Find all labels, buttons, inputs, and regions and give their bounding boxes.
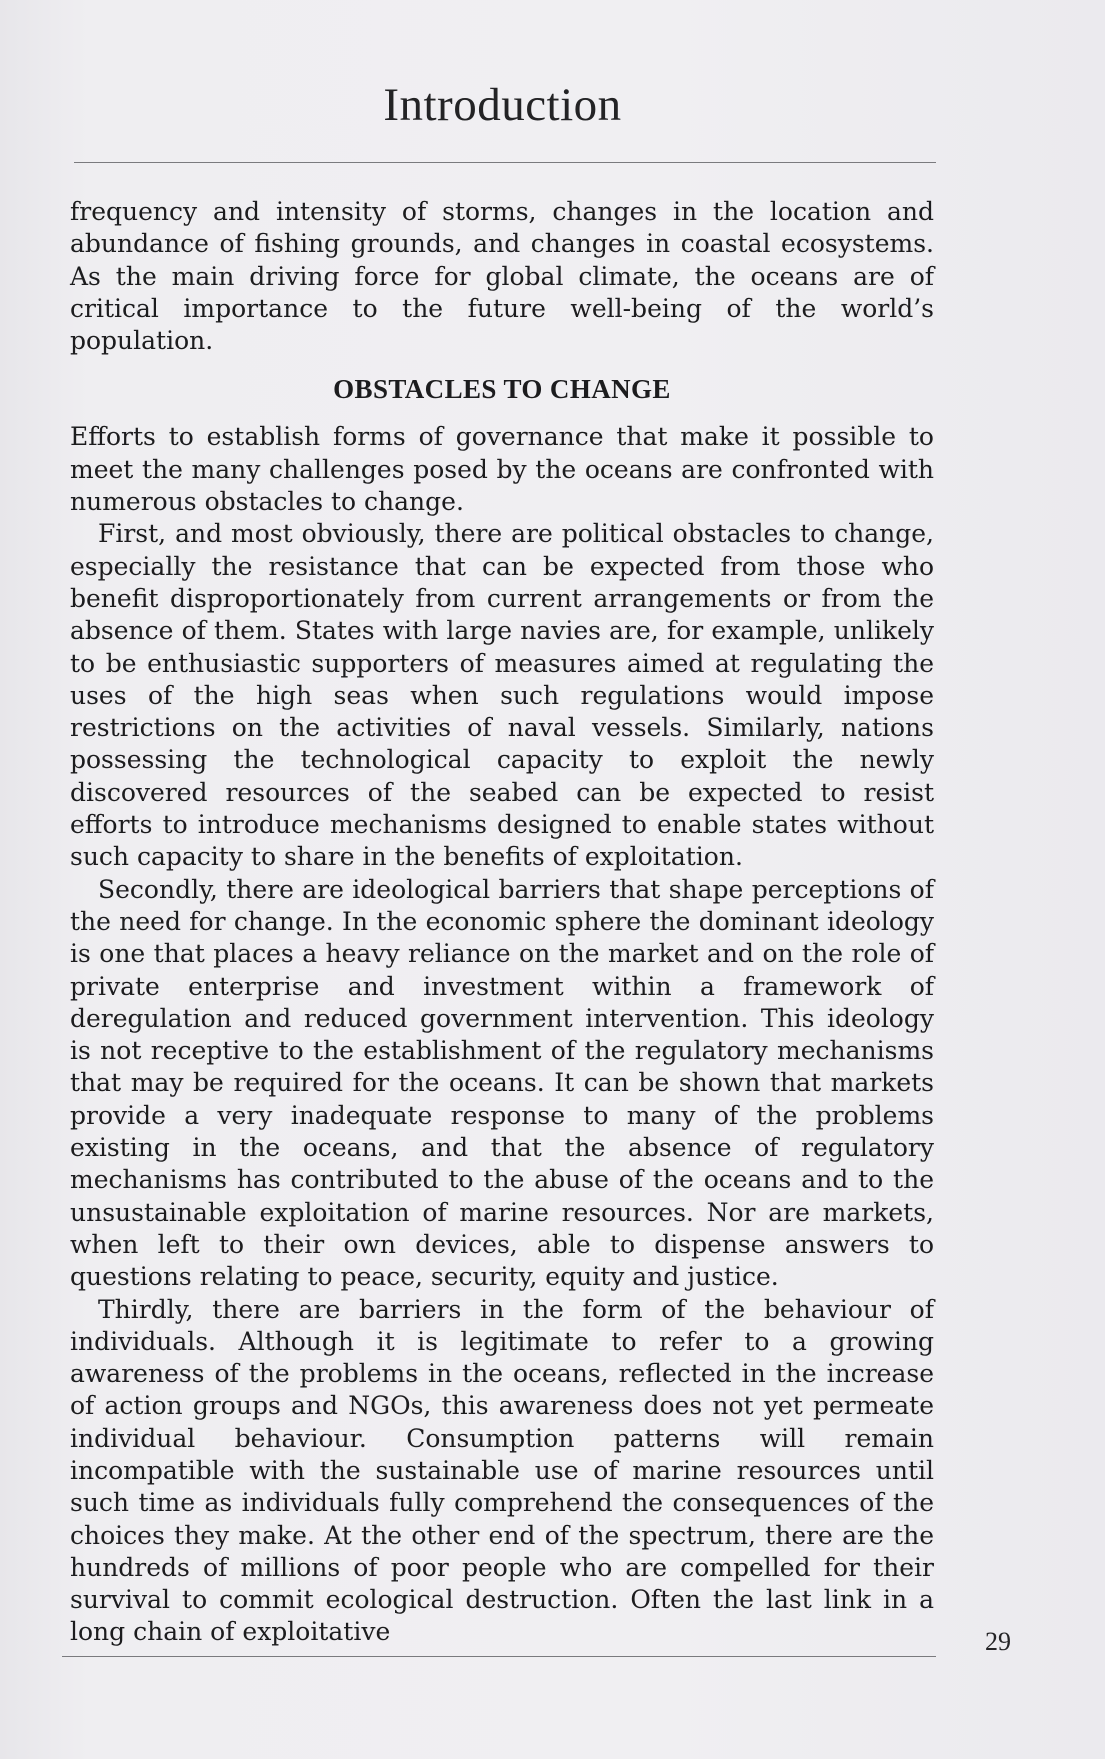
body-text: [70, 196, 934, 1649]
paragraph-efforts: Efforts to establish forms of governance that make it possible to meet the many challenges posed by the oceans are confronted with numerous obstacles to change.: [70, 422, 934, 517]
paragraph-individual-behaviour: Thirdly, there are barriers in the form of the behaviour of individuals. Although it is legitimate to refer to a growing awareness of the problems in the oceans, reflected in the increase of action groups and NGOs, this awareness does not yet permeate individual behaviour. Consumption patterns will remain incompatible with the sustainable use of marine resources until such time as individuals fully comprehend the consequences of the choices they make. At the other end of the spectrum, there are the hundreds of millions of poor people who are compelled for their survival to commit ecological destruction. Often the last link in a long chain of exploitative: [70, 1294, 934, 1647]
paragraph-ideological-barriers: Secondly, there are ideological barriers that shape perceptions of the need for change. In the economic sphere the dominant ideology is one that places a heavy reliance on the market and on the role of private enterprise and investment within a framework of deregulation and reduced government intervention. This ideology is not receptive to the establishment of the regulatory mechanisms that may be required for the oceans. It can be shown that markets provide a very inadequate response to many of the problems existing in the oceans, and that the absence of regulatory mechanisms has contributed to the abuse of the oceans and to the unsustainable exploitation of marine resources. Nor are markets, when left to their own devices, able to dispense answers to questions relating to peace, security, equity and justice.: [70, 874, 934, 1292]
running-head: Introduction: [383, 79, 622, 131]
header-rule: [74, 162, 936, 163]
paragraph-political-obstacles: First, and most obviously, there are political obstacles to change, especially the resistance that can be expected from those who benefit disproportionately from current arrangements or from the absence of them. States with large navies are, for example, unlikely to be enthusiastic supporters of measures aimed at regulating the uses of the high seas when such regulations would impose restrictions on the activities of naval vessels. Similarly, nations possessing the technological capacity to exploit the newly discovered resources of the seabed can be expected to resist efforts to introduce mechanisms designed to enable states without such capacity to share in the benefits of exploitation.: [70, 519, 934, 872]
section-heading: OBSTACLES TO CHANGE: [333, 374, 671, 405]
paragraph-continuation: frequency and intensity of storms, changes in the location and abundance of fishing grounds, and changes in coastal ecosystems. As the main driving force for global climate, the oceans are of critical importance to the future well-being of the world’s population.: [70, 197, 934, 356]
footer-rule: [62, 1656, 936, 1657]
page-number: 29: [985, 1627, 1011, 1656]
